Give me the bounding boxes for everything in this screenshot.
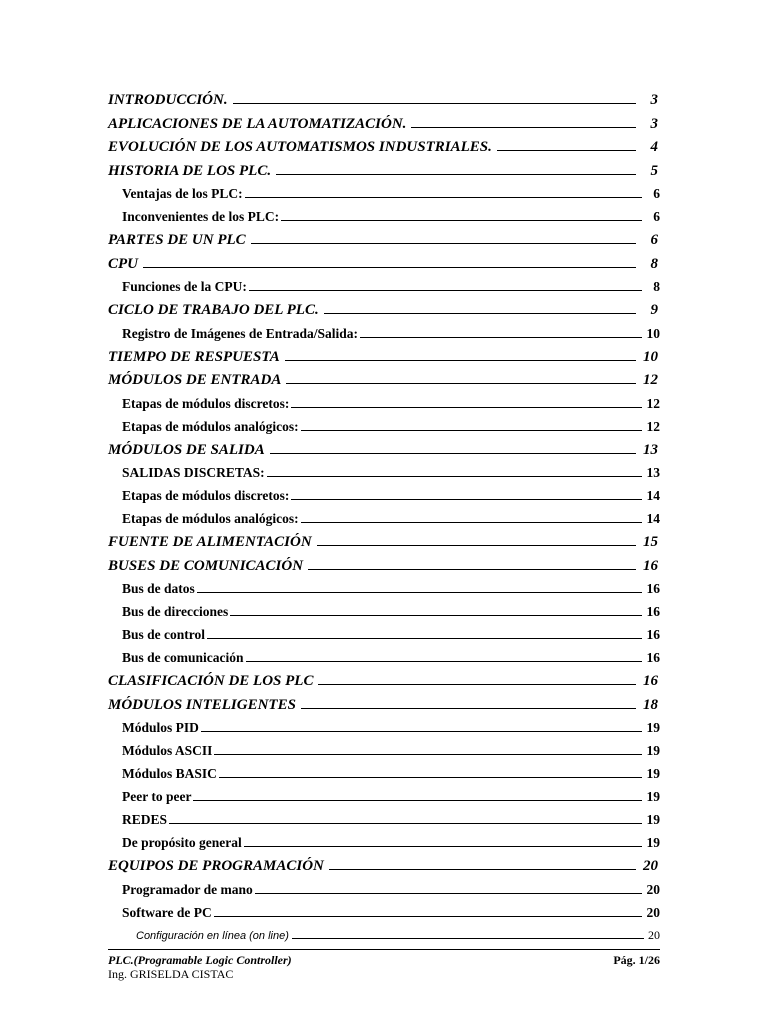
toc-leader-line — [411, 127, 636, 128]
toc-leader-line — [233, 103, 636, 104]
toc-entry-page: 10 — [643, 348, 658, 365]
toc-entry-title: INTRODUCCIÓN. — [108, 92, 228, 108]
toc-leader-line — [308, 569, 636, 570]
toc-entry[interactable] — [108, 650, 660, 673]
toc-entry[interactable] — [108, 302, 660, 326]
toc-entry[interactable] — [108, 209, 660, 232]
toc-entry-page: 14 — [646, 511, 660, 526]
toc-leader-line — [281, 220, 642, 221]
toc-entry-title: BUSES DE COMUNICACIÓN — [108, 557, 304, 574]
toc-entry-page: 5 — [650, 162, 658, 179]
toc-entry-page: 16 — [646, 650, 660, 665]
footer-doc-title: PLC.(Programable Logic Controller) — [108, 953, 292, 967]
toc-leader-line — [285, 360, 636, 361]
toc-entry-title: Inconvenientes de los PLC: — [122, 209, 280, 224]
toc-leader-line — [360, 337, 642, 338]
toc-entry[interactable] — [108, 835, 660, 858]
toc-leader-line — [292, 938, 644, 939]
toc-entry-page: 8 — [653, 279, 660, 294]
toc-entry-page: 19 — [646, 835, 660, 850]
toc-entry-page: 18 — [643, 696, 658, 713]
toc-entry[interactable] — [108, 905, 660, 928]
toc-entry-page: 19 — [646, 789, 660, 804]
toc-entry[interactable] — [108, 139, 660, 163]
toc-entry-title: EQUIPOS DE PROGRAMACIÓN — [108, 858, 324, 874]
toc-leader-line — [318, 684, 636, 685]
toc-leader-line — [301, 522, 642, 523]
toc-entry-page: 16 — [646, 627, 660, 642]
toc-entry[interactable] — [108, 720, 660, 743]
toc-entry-title: De propósito general — [122, 835, 242, 850]
toc-entry-title: Programador de mano — [122, 881, 253, 897]
toc-entry-page: 6 — [653, 209, 660, 224]
page-footer — [108, 949, 660, 981]
toc-leader-line — [197, 592, 642, 593]
toc-entry-page: 14 — [646, 488, 660, 503]
toc-leader-line — [329, 869, 636, 870]
toc-entry-page: 19 — [646, 720, 660, 735]
toc-leader-line — [267, 476, 642, 477]
table-of-contents — [108, 92, 660, 942]
toc-entry[interactable] — [108, 928, 660, 942]
toc-entry-title: Funciones de la CPU: — [122, 279, 247, 294]
toc-entry-title: CLASIFICACIÓN DE LOS PLC — [108, 673, 314, 689]
toc-entry[interactable] — [108, 465, 660, 488]
toc-entry-title: SALIDAS DISCRETAS: — [122, 465, 265, 480]
toc-entry[interactable] — [108, 186, 660, 209]
toc-entry-title: Módulos BASIC — [122, 766, 217, 781]
toc-entry[interactable] — [108, 697, 660, 721]
toc-entry-title: MÓDULOS INTELIGENTES — [108, 696, 296, 713]
toc-entry[interactable] — [108, 163, 660, 187]
toc-entry-title: Etapas de módulos discretos: — [122, 395, 290, 411]
toc-leader-line — [230, 615, 642, 616]
toc-entry[interactable] — [108, 326, 660, 349]
toc-entry-title: FUENTE DE ALIMENTACIÓN — [108, 534, 312, 550]
toc-entry-title: CICLO DE TRABAJO DEL PLC. — [108, 302, 319, 318]
toc-entry[interactable] — [108, 372, 660, 396]
toc-entry-page: 4 — [650, 139, 658, 155]
toc-entry-page: 10 — [646, 325, 660, 341]
toc-entry-page: 6 — [650, 232, 658, 248]
toc-leader-line — [291, 407, 642, 408]
toc-entry-page: 16 — [643, 557, 658, 574]
toc-entry-title: Bus de direcciones — [122, 604, 229, 619]
toc-leader-line — [214, 754, 642, 755]
toc-leader-line — [276, 174, 636, 175]
toc-entry-page: 19 — [646, 743, 660, 758]
toc-entry-page: 20 — [646, 881, 660, 897]
toc-entry-page: 12 — [646, 418, 660, 434]
toc-entry[interactable] — [108, 488, 660, 511]
toc-entry-title: Bus de datos — [122, 581, 195, 596]
toc-entry-title: HISTORIA DE LOS PLC. — [108, 162, 272, 179]
toc-leader-line — [286, 383, 636, 384]
toc-entry-title: REDES — [122, 812, 168, 827]
toc-leader-line — [246, 661, 642, 662]
toc-entry-page: 3 — [650, 115, 658, 132]
toc-entry-title: TIEMPO DE RESPUESTA — [108, 348, 280, 365]
toc-entry-title: Etapas de módulos analógicos: — [122, 511, 299, 526]
toc-entry-page: 19 — [646, 766, 660, 781]
toc-leader-line — [214, 916, 642, 917]
toc-entry-page: 19 — [646, 812, 660, 827]
toc-entry-page: 15 — [643, 534, 658, 550]
toc-leader-line — [301, 430, 642, 431]
toc-leader-line — [169, 823, 642, 824]
toc-leader-line — [317, 545, 636, 546]
toc-entry-title: Peer to peer — [122, 789, 192, 804]
toc-entry-page: 6 — [653, 186, 660, 201]
toc-leader-line — [291, 499, 642, 500]
toc-entry-title: Registro de Imágenes de Entrada/Salida: — [122, 325, 359, 341]
toc-entry[interactable] — [108, 396, 660, 419]
toc-entry[interactable] — [108, 116, 660, 140]
toc-leader-line — [207, 638, 642, 639]
toc-entry-page: 16 — [646, 604, 660, 619]
toc-entry-page: 13 — [643, 441, 658, 458]
toc-entry[interactable] — [108, 279, 660, 302]
toc-leader-line — [324, 313, 636, 314]
toc-entry-page: 16 — [646, 581, 660, 596]
toc-entry-page: 20 — [648, 927, 660, 942]
toc-entry[interactable] — [108, 534, 660, 558]
toc-entry-title: MÓDULOS DE SALIDA — [108, 441, 265, 458]
toc-entry-title: CPU — [108, 255, 138, 272]
toc-entry-page: 16 — [643, 673, 658, 689]
toc-entry-page: 12 — [643, 372, 658, 388]
toc-entry-page: 13 — [646, 465, 660, 480]
toc-entry-page: 12 — [646, 395, 660, 411]
toc-entry[interactable] — [108, 349, 660, 373]
toc-entry-title: Etapas de módulos analógicos: — [122, 418, 299, 434]
toc-entry-title: Configuración en línea (on line) — [136, 929, 289, 942]
toc-entry[interactable] — [108, 419, 660, 442]
toc-entry[interactable] — [108, 743, 660, 766]
toc-entry[interactable] — [108, 232, 660, 256]
toc-leader-line — [255, 893, 642, 894]
toc-leader-line — [193, 800, 642, 801]
toc-entry-title: Ventajas de los PLC: — [122, 186, 243, 201]
toc-entry-page: 20 — [643, 858, 658, 874]
toc-entry[interactable] — [108, 858, 660, 882]
toc-leader-line — [143, 267, 636, 268]
footer-page-number: Pág. 1/26 — [613, 953, 660, 967]
toc-entry-title: Bus de control — [122, 627, 206, 642]
toc-leader-line — [251, 243, 636, 244]
toc-entry-title: PARTES DE UN PLC — [108, 232, 246, 248]
toc-leader-line — [249, 290, 642, 291]
toc-entry-title: Módulos ASCII — [122, 743, 213, 758]
toc-entry[interactable] — [108, 558, 660, 582]
toc-entry-title: Software de PC — [122, 904, 212, 920]
toc-entry-title: MÓDULOS DE ENTRADA — [108, 372, 282, 388]
toc-entry-title: APLICACIONES DE LA AUTOMATIZACIÓN. — [108, 115, 407, 132]
toc-entry[interactable] — [108, 511, 660, 534]
toc-entry-title: Bus de comunicación — [122, 650, 244, 665]
toc-entry[interactable] — [108, 92, 660, 116]
toc-entry[interactable] — [108, 789, 660, 812]
toc-leader-line — [301, 708, 636, 709]
toc-entry[interactable] — [108, 256, 660, 280]
toc-entry[interactable] — [108, 442, 660, 466]
toc-leader-line — [497, 150, 636, 151]
toc-entry-title: Etapas de módulos discretos: — [122, 488, 290, 503]
toc-entry[interactable] — [108, 627, 660, 650]
footer-author: Ing. GRISELDA CISTAC — [108, 967, 234, 981]
toc-entry-page: 3 — [650, 92, 658, 108]
toc-leader-line — [270, 453, 636, 454]
toc-entry[interactable] — [108, 604, 660, 627]
toc-leader-line — [201, 731, 642, 732]
toc-leader-line — [244, 846, 642, 847]
toc-entry-page: 9 — [650, 302, 658, 318]
toc-leader-line — [245, 197, 642, 198]
toc-entry-title: EVOLUCIÓN DE LOS AUTOMATISMOS INDUSTRIALES. — [108, 139, 492, 155]
toc-entry[interactable] — [108, 882, 660, 905]
toc-entry[interactable] — [108, 812, 660, 835]
toc-entry-page: 8 — [650, 255, 658, 272]
toc-entry-title: Módulos PID — [122, 720, 199, 735]
toc-entry[interactable] — [108, 581, 660, 604]
toc-entry[interactable] — [108, 766, 660, 789]
toc-entry[interactable] — [108, 673, 660, 697]
toc-leader-line — [219, 777, 642, 778]
toc-entry-page: 20 — [646, 904, 660, 920]
